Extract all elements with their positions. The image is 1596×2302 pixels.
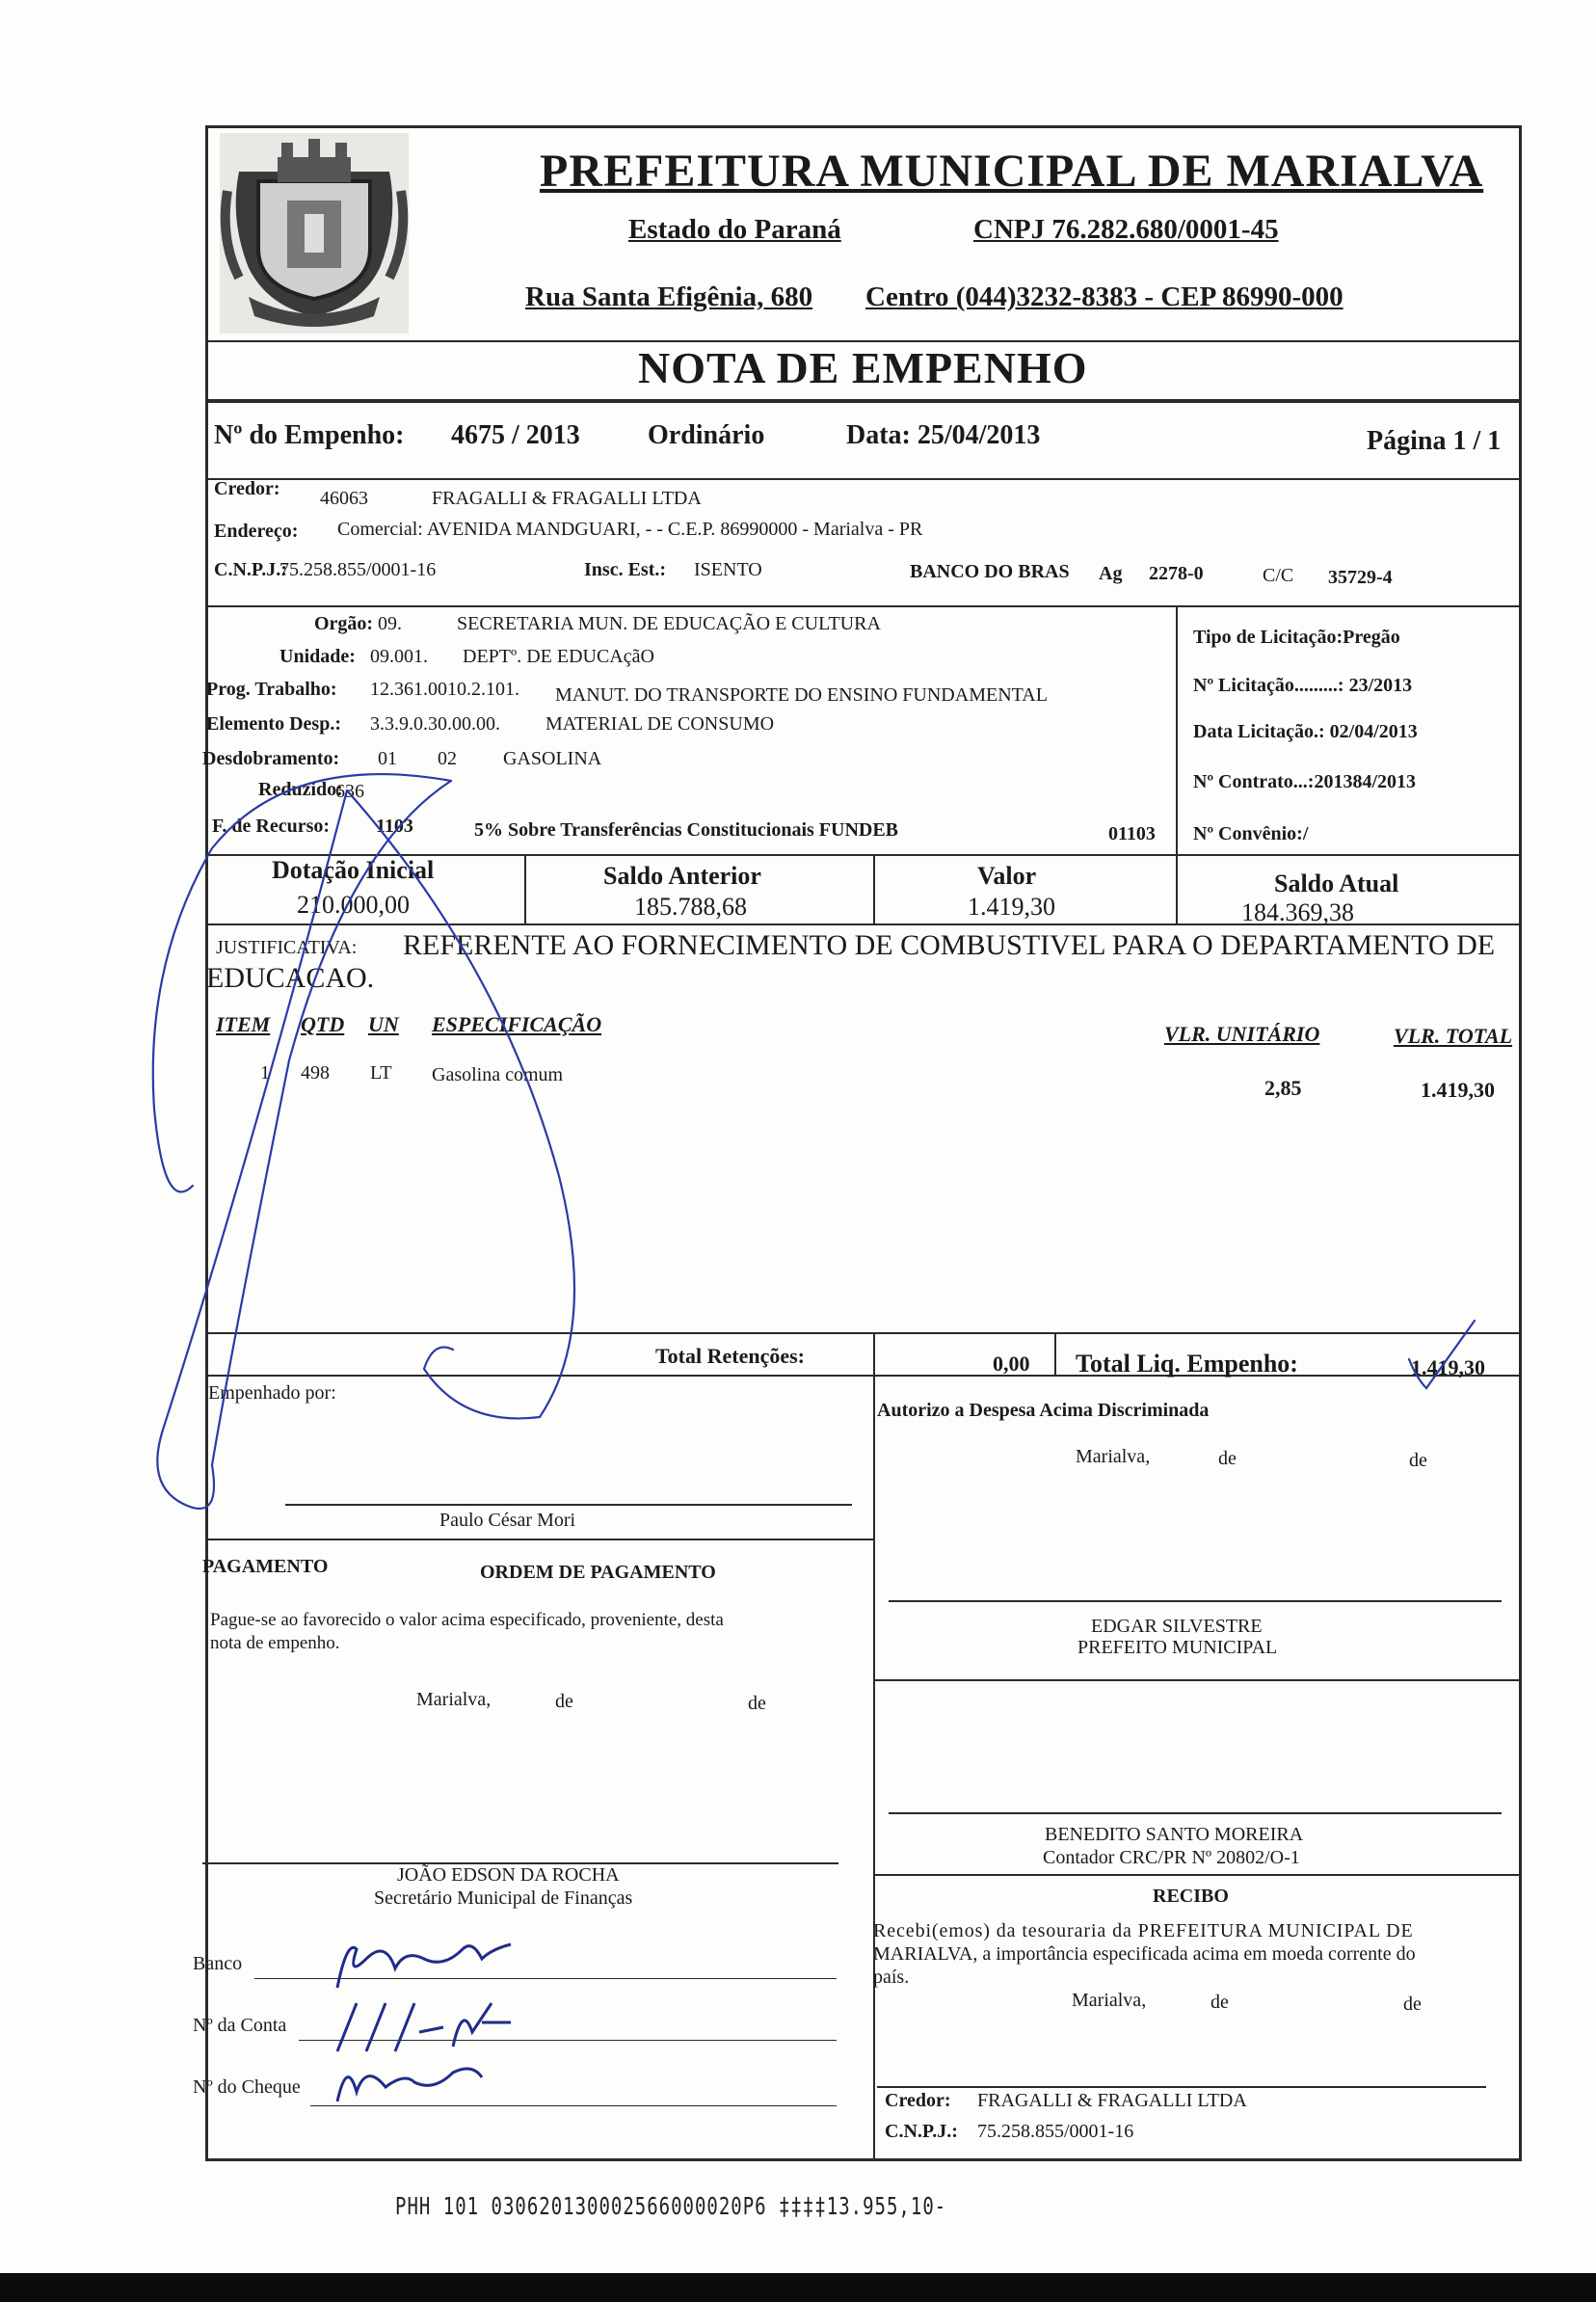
cnpj-header: CNPJ 76.282.680/0001-45 [973,214,1279,245]
pagamento-de-2: de [748,1693,766,1714]
elemento-code: 3.3.9.0.30.00.00. [370,713,500,735]
recibo-credor-label: Credor: [885,2090,951,2111]
address-contact: Centro (044)3232-8383 - CEP 86990-000 [865,281,1343,312]
credor-label: Credor: [214,478,280,499]
pagamento-text-2: nota de empenho. [210,1633,340,1653]
row-qtd: 498 [301,1062,330,1084]
justificativa-line1: REFERENTE AO FORNECIMENTO DE COMBUSTIVEL PARA O DEPARTAMENTO DE [403,929,1496,961]
banco-label: Banco [193,1953,243,1974]
row-un: LT [370,1062,392,1084]
row-item: 1 [260,1062,270,1084]
reduzido-value: 636 [335,781,364,802]
row-espec: Gasolina comum [432,1064,564,1085]
orgao-label: Orgão: [314,613,374,634]
prefeitura-title: PREFEITURA MUNICIPAL DE MARIALVA [540,146,1484,197]
empenho-number: 4675 / 2013 [451,420,580,450]
valor-label: Valor [977,862,1037,890]
retencoes-label: Total Retenções: [655,1344,805,1368]
state-name: Estado do Paraná [628,214,841,245]
saldo-anterior-label: Saldo Anterior [603,862,761,890]
elemento-name: MATERIAL DE CONSUMO [545,713,775,735]
endereco-label: Endereço: [214,521,299,542]
recurso-label: F. de Recurso: [212,816,331,837]
pagamento-text-1: Pague-se ao favorecido o valor acima especificado, proveniente, desta [210,1610,724,1630]
ordem-label: ORDEM DE PAGAMENTO [480,1562,716,1583]
desdobramento-sub: 02 [438,748,457,769]
cheque-handwriting [328,2053,501,2111]
elemento-label: Elemento Desp.: [206,713,341,735]
col-header-qtd: QTD [301,1012,345,1036]
unidade-name: DEPTº. DE EDUCAçãO [463,646,654,667]
recibo-label: RECIBO [1153,1886,1229,1907]
cc-label: C/C [1263,565,1294,586]
col-header-un: UN [368,1012,399,1036]
credor-code: 46063 [320,488,368,509]
orgao-name: SECRETARIA MUN. DE EDUCAÇÃO E CULTURA [457,613,881,634]
col-header-item: ITEM [216,1012,271,1036]
prog-label: Prog. Trabalho: [206,679,337,700]
banco-handwriting [328,1930,520,1997]
desdobramento-label: Desdobramento: [202,748,340,769]
empenhado-name: Paulo César Mori [439,1510,576,1531]
conta-handwriting [328,1994,520,2061]
agency-label: Ag [1099,563,1123,584]
pagamento-de-1: de [555,1691,573,1712]
autorizo-text: Autorizo a Despesa Acima Discriminada [877,1400,1210,1421]
prog-name: MANUT. DO TRANSPORTE DO ENSINO FUNDAMENTAL [555,684,1048,706]
pen-stroke-check [1409,1321,1475,1388]
justificativa-line2: EDUCACAO. [206,962,375,994]
recurso-code: 1103 [376,816,413,837]
liq-value: 1.419,30 [1411,1355,1485,1379]
col-header-vlr-total: VLR. TOTAL [1394,1024,1513,1048]
cheque-label: Nº do Cheque [193,2076,301,2098]
cc-number: 35729-4 [1328,567,1393,588]
retencoes-value: 0,00 [993,1352,1030,1376]
recurso-number: 01103 [1108,823,1156,844]
autorizo-city: Marialva, [1076,1446,1151,1467]
dotacao-label: Dotação Inicial [272,856,435,884]
empenho-type: Ordinário [648,420,765,450]
orgao-code: 09. [378,613,402,634]
empenhado-label: Empenhado por: [208,1382,336,1404]
saldo-atual-value: 184.369,38 [1241,898,1354,926]
autorizo-de-2: de [1409,1450,1427,1471]
justificativa-label: JUSTIFICATIVA: [216,937,358,958]
bank-name: BANCO DO BRAS [910,561,1070,582]
prog-code: 12.361.0010.2.101. [370,679,519,700]
row-vlr-total: 1.419,30 [1421,1078,1495,1102]
reduzido-label: Reduzido: [258,779,343,800]
pen-stroke-diagonal [347,790,574,1418]
scan-border [0,2273,1596,2302]
cnpj-label: C.N.P.J.: [214,559,287,580]
pen-stroke-loop [153,774,451,1191]
insc-value: ISENTO [694,559,762,580]
recibo-de-1: de [1210,1992,1229,2013]
licitacao-convenio: Nº Convênio:/ [1193,823,1309,844]
credor-address: Comercial: AVENIDA MANDGUARI, - - C.E.P. 86990000 - Marialva - PR [337,519,923,540]
recibo-line1: Recebi(emos) da tesouraria da PREFEITURA MUNICIPAL DE [873,1920,1414,1941]
agency-number: 2278-0 [1149,563,1204,584]
valor-value: 1.419,30 [968,893,1055,921]
saldo-anterior-value: 185.788,68 [634,893,747,921]
recibo-de-2: de [1403,1994,1422,2015]
recibo-city: Marialva, [1072,1990,1147,2011]
row-vlr-unit: 2,85 [1264,1076,1302,1100]
licitacao-tipo: Tipo de Licitação:Pregão [1193,627,1400,648]
licitacao-data: Data Licitação.: 02/04/2013 [1193,721,1418,742]
page-number: Página 1 / 1 [1367,426,1502,456]
unidade-label: Unidade: [279,646,356,667]
footer-stamp: PHH 101 030620130002566000020P6 ‡‡‡‡13.955,10- [395,2192,947,2221]
street-address: Rua Santa Efigênia, 680 [525,281,813,312]
pagamento-city: Marialva, [416,1689,492,1710]
empenho-label: Nº do Empenho: [214,420,405,450]
desdobramento-name: GASOLINA [503,748,602,769]
liq-label: Total Liq. Empenho: [1076,1350,1298,1378]
credor-cnpj: 75.258.855/0001-16 [279,559,437,580]
empenho-date: Data: 25/04/2013 [846,420,1041,450]
dotacao-value: 210.000,00 [297,891,410,919]
desdobramento-code: 01 [378,748,397,769]
recibo-cnpj-value: 75.258.855/0001-16 [977,2121,1134,2142]
recibo-cnpj-label: C.N.P.J.: [885,2121,958,2142]
contador-name: BENEDITO SANTO MOREIRA [1045,1824,1304,1845]
autorizo-de-1: de [1218,1448,1237,1469]
secretario-title: Secretário Municipal de Finanças [374,1887,633,1909]
secretario-name: JOÃO EDSON DA ROCHA [397,1864,620,1886]
licitacao-contrato: Nº Contrato...:201384/2013 [1193,771,1417,792]
col-header-espec: ESPECIFICAÇÃO [432,1012,602,1036]
recibo-line3: país. [873,1967,910,1988]
pagamento-label: PAGAMENTO [202,1556,329,1577]
saldo-atual-label: Saldo Atual [1274,870,1399,897]
unidade-code: 09.001. [370,646,428,667]
insc-label: Insc. Est.: [584,559,667,580]
contador-title: Contador CRC/PR Nº 20802/O-1 [1043,1847,1300,1868]
pen-stroke-long [157,781,451,1509]
credor-name: FRAGALLI & FRAGALLI LTDA [432,488,702,509]
licitacao-numero: Nº Licitação.........: 23/2013 [1193,675,1413,696]
conta-label: Nº da Conta [193,2015,287,2036]
recibo-line2: MARIALVA, a importância especificada acima em moeda corrente do [873,1943,1416,1965]
recibo-credor-name: FRAGALLI & FRAGALLI LTDA [977,2090,1247,2111]
recurso-name: 5% Sobre Transferências Constitucionais FUNDEB [474,819,899,841]
prefeito-name: EDGAR SILVESTRE [1091,1616,1263,1637]
prefeito-title: PREFEITO MUNICIPAL [1077,1637,1278,1658]
col-header-vlr-unit: VLR. UNITÁRIO [1164,1022,1320,1046]
doc-title: NOTA DE EMPENHO [638,343,1088,392]
